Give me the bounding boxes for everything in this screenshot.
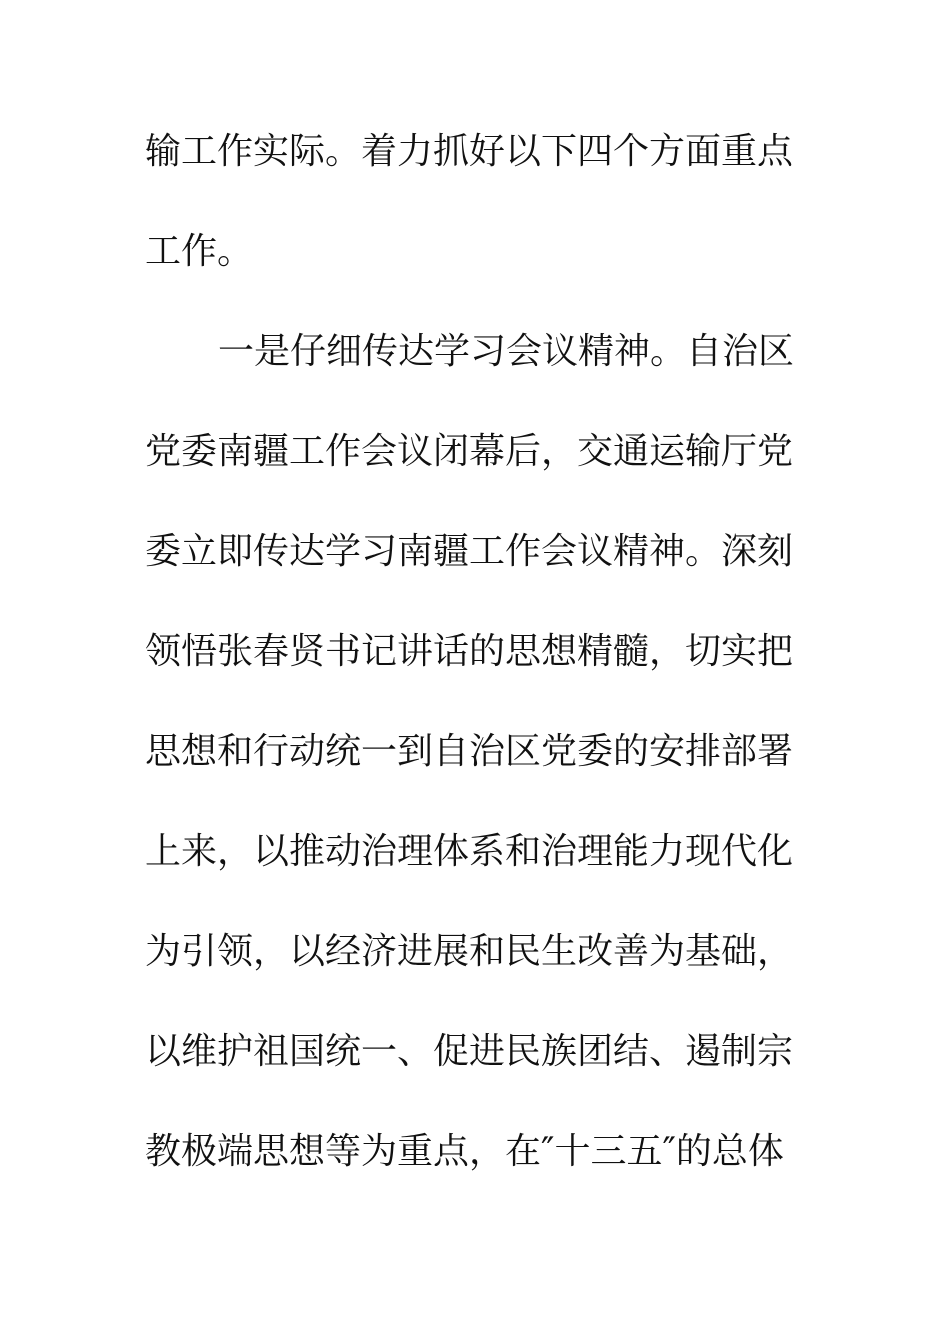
text-line-11: 教极端思想等为重点，在″十三五″的总体 [145, 1131, 784, 1172]
text-line-9: 为引领，以经济进展和民生改善为基础， [145, 931, 794, 972]
text-line-2: 工作。 [145, 231, 254, 272]
text-line-4: 党委南疆工作会议闭幕后，交通运输厅党 [145, 431, 794, 472]
text-line-6: 领悟张春贤书记讲话的思想精髓，切实把 [145, 631, 794, 672]
paragraph-first-line: 一是仔细传达学习会议精神。自治区 [218, 331, 795, 372]
text-line-8: 上来，以推动治理体系和治理能力现代化 [145, 831, 794, 872]
text-line-5: 委立即传达学习南疆工作会议精神。深刻 [145, 531, 794, 572]
text-line-10: 以维护祖国统一、促进民族团结、遏制宗 [145, 1031, 794, 1072]
text-line-7: 思想和行动统一到自治区党委的安排部署 [145, 731, 794, 772]
text-line-1: 输工作实际。着力抓好以下四个方面重点 [145, 131, 794, 172]
